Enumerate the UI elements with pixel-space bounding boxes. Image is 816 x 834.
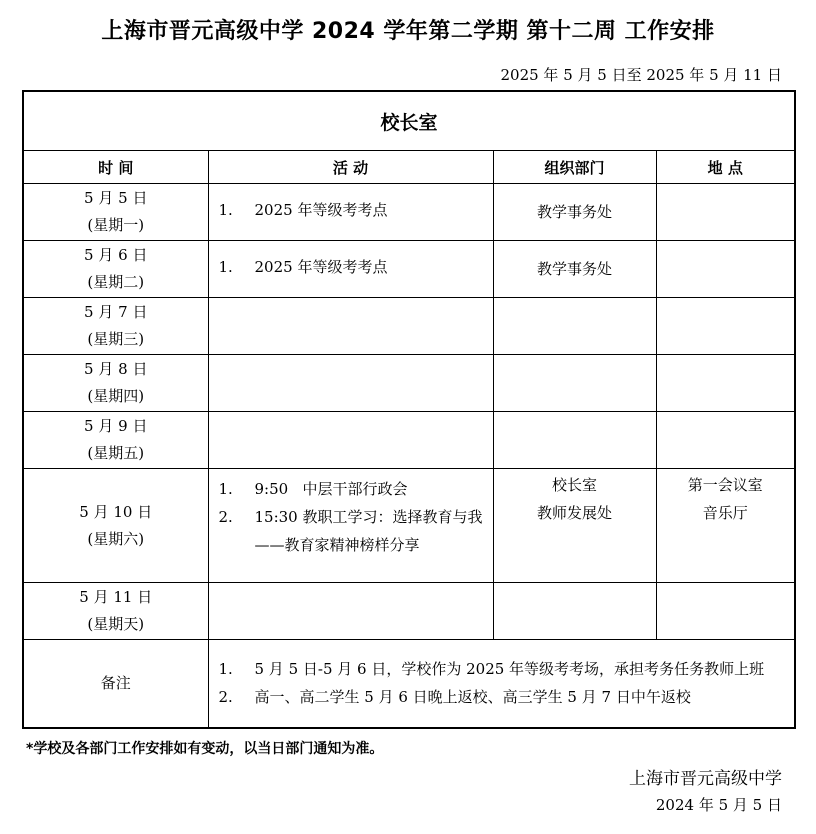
activity-cell [208, 412, 493, 469]
day-date: 5 月 11 日 [79, 588, 153, 606]
day-cell [23, 355, 208, 412]
location-cell [656, 184, 795, 241]
activity-list [209, 196, 493, 228]
activity-text: 2025 年等级考考点 [254, 258, 388, 276]
activity-cell [208, 469, 493, 583]
department-cell [493, 412, 656, 469]
notes-list [209, 653, 795, 713]
activity-text: 15:30 教职工学习：选择教育与我——教育家精神榜样分享 [254, 508, 483, 554]
location-cell [656, 412, 795, 469]
activity-number: 1. [218, 258, 233, 276]
table-row [23, 241, 795, 298]
day-date: 5 月 8 日 [84, 360, 148, 378]
table-row [23, 184, 795, 241]
day-weekday: (星期一) [87, 216, 145, 234]
location-cell [656, 298, 795, 355]
day-date: 5 月 10 日 [79, 502, 153, 521]
header-time: 时 间 [23, 151, 208, 184]
department-cell: 教学事务处 [493, 184, 656, 241]
day-cell [23, 184, 208, 241]
activity-cell [208, 355, 493, 412]
day-cell [23, 469, 208, 583]
date-range: 2025 年 5 月 5 日至 2025 年 5 月 11 日 [500, 66, 782, 84]
day-cell [23, 583, 208, 640]
day-cell [23, 298, 208, 355]
table-row [23, 412, 795, 469]
notes-row [23, 640, 795, 728]
table-row [23, 355, 795, 412]
day-weekday: (星期天) [87, 615, 145, 633]
column-headers [23, 151, 795, 184]
footnote: *学校及各部门工作安排如有变动，以当日部门通知为准。 [26, 741, 384, 757]
activity-number: 1. [218, 201, 233, 219]
note-text: 5 月 5 日-5 月 6 日，学校作为 2025 年等级考考场，承担考务任务教师上班 [254, 660, 765, 679]
activity-text: 2025 年等级考考点 [254, 201, 388, 219]
notes-label: 备注 [23, 640, 208, 728]
activity-cell [208, 298, 493, 355]
note-item [219, 655, 785, 683]
header-location: 地 点 [656, 151, 795, 184]
schedule-table [22, 90, 796, 729]
activity-number: 2. [218, 508, 233, 526]
day-weekday: (星期五) [87, 444, 145, 462]
note-text: 高一、高二学生 5 月 6 日晚上返校、高三学生 5 月 7 日中午返校 [254, 688, 691, 707]
day-date: 5 月 5 日 [84, 189, 148, 207]
activity-item [219, 503, 483, 559]
activity-item [219, 253, 483, 281]
location-cell [656, 583, 795, 640]
office-header: 校长室 [23, 91, 795, 151]
department-cell: 教学事务处 [493, 241, 656, 298]
sign-date: 2024 年 5 月 5 日 [655, 796, 782, 814]
day-date: 5 月 7 日 [84, 303, 148, 321]
day-cell [23, 241, 208, 298]
school-name: 上海市晋元高级中学 [629, 769, 782, 789]
activity-text: 9:50 中层干部行政会 [254, 480, 408, 498]
day-cell [23, 412, 208, 469]
day-date: 5 月 6 日 [84, 246, 148, 264]
day-date: 5 月 9 日 [84, 417, 148, 435]
activity-item [219, 475, 483, 503]
department-cell [493, 298, 656, 355]
note-number: 2. [218, 688, 233, 707]
department-cell [493, 355, 656, 412]
location-cell: 第一会议室 音乐厅 [656, 469, 795, 583]
page-title: 上海市晋元高级中学 2024 学年第二学期 第十二周 工作安排 [101, 19, 715, 44]
day-weekday: (星期四) [87, 387, 145, 405]
location-cell [656, 241, 795, 298]
day-weekday: (星期三) [87, 330, 145, 348]
activity-list [209, 253, 493, 285]
location-cell [656, 355, 795, 412]
day-weekday: (星期二) [87, 273, 145, 291]
activity-cell [208, 583, 493, 640]
activity-list [209, 471, 493, 563]
activity-number: 1. [218, 480, 233, 498]
table-row [23, 298, 795, 355]
day-weekday: (星期六) [87, 529, 145, 548]
header-activity: 活 动 [208, 151, 493, 184]
header-department: 组织部门 [493, 151, 656, 184]
department-cell: 校长室 教师发展处 [493, 469, 656, 583]
activity-cell [208, 184, 493, 241]
day-rows [23, 184, 795, 640]
table-row [23, 583, 795, 640]
table-row [23, 469, 795, 583]
activity-cell [208, 241, 493, 298]
note-item [219, 683, 785, 711]
department-cell [493, 583, 656, 640]
activity-item [219, 196, 483, 224]
note-number: 1. [218, 660, 233, 679]
notes-content [208, 640, 795, 728]
